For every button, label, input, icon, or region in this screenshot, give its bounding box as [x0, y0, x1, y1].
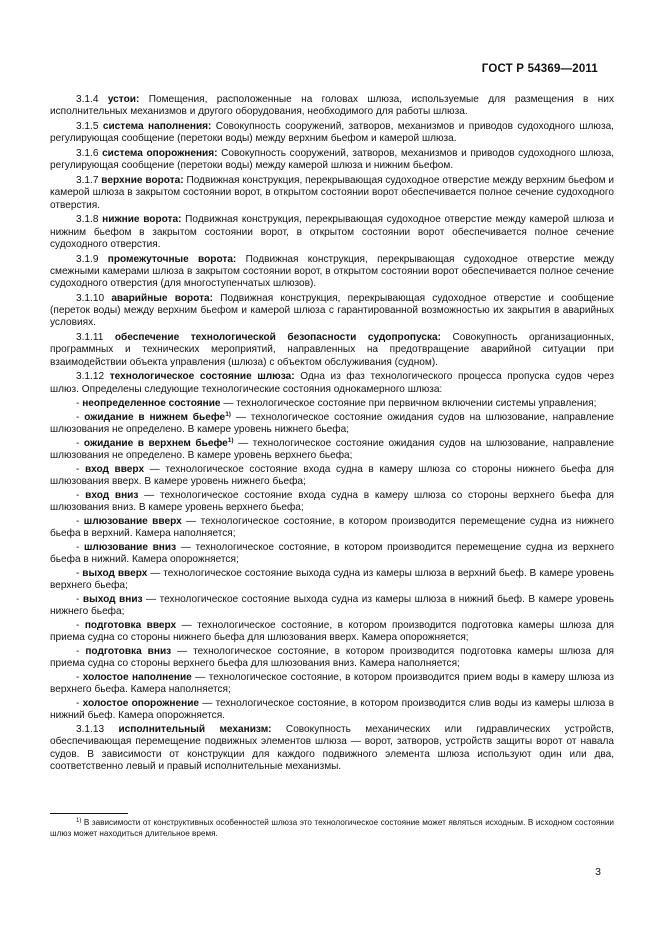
term: нижние ворота:	[102, 214, 182, 226]
paragraph-number: -	[76, 542, 80, 553]
term: исполнительный механизм:	[118, 724, 272, 735]
definition-text: — технологическое состояние выхода судна из камеры шлюза в верхний бьеф. В камере уровень верхнего бьефа;	[50, 568, 614, 592]
paragraph-number: -	[76, 594, 80, 605]
term: ожидание в верхнем бьефе	[83, 438, 228, 449]
term: неопределенное состояние	[82, 398, 221, 410]
paragraph-number: 3.1.10	[76, 292, 105, 304]
term: шлюзование вверх	[83, 516, 182, 527]
list-item	[50, 412, 614, 437]
footnote-ref: 1)	[225, 411, 231, 418]
document-body	[50, 94, 614, 776]
paragraph-number: -	[76, 698, 80, 709]
term: ожидание в нижнем бьефе	[84, 412, 226, 423]
paragraph-number: -	[76, 464, 80, 475]
list-item	[50, 620, 614, 645]
paragraph-number: -	[76, 672, 80, 683]
definition-text: — технологическое состояние выхода судна из камеры шлюза в нижний бьеф. В камере уровень нижнего бьефа;	[50, 594, 614, 618]
paragraph-number: -	[76, 646, 80, 657]
definition-text: Помещения, расположенные на головах шлюза, используемые для размещения в них исполнительных механизмов и другого оборудования, необходимого для работы шлюза.	[50, 94, 614, 118]
list-item	[50, 646, 614, 671]
footnote-ref: 1)	[227, 437, 234, 444]
term: холостое наполнение	[82, 672, 192, 683]
term: устои:	[107, 94, 140, 105]
definition-text: — технологическое состояние ожидания судов на шлюзование, направление шлюзования не определено. В камере уровень нижнего бьефа;	[50, 412, 614, 436]
paragraph-number: -	[76, 438, 80, 449]
term: подготовка вниз	[85, 646, 172, 657]
list-item	[50, 698, 614, 723]
definition-text: — технологическое состояние входа судна в камеру шлюза со стороны нижнего бьефа для шлюзования вверх. В камере уровень нижнего бьефа;	[50, 464, 614, 488]
definition-text: — технологическое состояние, в котором производится перемещение судна из нижнего бьефа в верхний. Камера наполняется;	[50, 516, 615, 540]
term: подготовка вверх	[84, 620, 177, 631]
paragraph-number: -	[76, 568, 80, 579]
list-item	[50, 516, 614, 541]
list-item	[50, 542, 614, 567]
term: шлюзование вниз	[84, 542, 177, 553]
paragraph-number: 3.1.7	[76, 175, 99, 186]
footnote-text: В зависимости от конструктивных особенностей шлюза это технологическое состояние может являться исходным. В исходном состоянии шлюз может находиться длительное время.	[50, 818, 614, 838]
definition-paragraph	[50, 121, 614, 146]
footnote-divider	[50, 813, 128, 814]
definition-paragraph	[50, 254, 614, 291]
list-item	[50, 672, 614, 697]
definition-text: Совокупность организационных, программных и технических мероприятий, направленных на предотвращение аварийной ситуации при взаимодействии объекта управления (шлюза) с объектом обслуживания (судном).	[50, 332, 614, 368]
paragraph-number: -	[76, 516, 80, 527]
definition-text: — технологическое состояние, в котором производится слив воды из камеры шлюза в нижний бьеф. Камера опорожняется.	[50, 698, 614, 722]
definition-text: Совокупность механических или гидравлических устройств, обеспечивающая перемещение подвижных элементов шлюза — ворот, затворов, устройств защиты ворот от навала судов. В зависимости от конструкции для каждого подвижного элемента шлюза используют один или два, соответственно левый и правый исполнительные механизмы.	[50, 724, 614, 772]
definition-paragraph	[50, 724, 614, 773]
paragraph-number: -	[76, 490, 80, 501]
term: технологическое состояние шлюза:	[109, 371, 295, 383]
paragraph-number: 3.1.8	[76, 214, 99, 226]
paragraph-number: 3.1.11	[76, 332, 104, 343]
definition-text: Совокупность сооружений, затворов, механизмов и приводов судоходного шлюза, регулирующая сообщение (перетоки воды) между верхним бьефом и камерой шлюза.	[50, 121, 614, 145]
term: вход вниз	[85, 490, 139, 501]
definition-text: — технологическое состояние, в котором производится прием воды в камеру шлюза из верхнего бьефа. Камера наполняется;	[50, 672, 614, 696]
definition-text: — технологическое состояние ожидания судов на шлюзование, направление шлюзования не определено. В камере уровень верхнего бьефа;	[50, 438, 614, 462]
definition-text: Подвижная конструкция, перекрывающая судоходное отверстие и сообщение (переток воды) между верхним бьефом и камерой шлюза с гарантированной возможностью их закрытия в аварийных условиях.	[50, 292, 614, 329]
term: выход вверх	[82, 568, 148, 579]
footnote	[50, 818, 614, 839]
paragraph-number: -	[76, 412, 80, 423]
term: промежуточные ворота:	[107, 253, 237, 265]
definition-paragraph	[50, 293, 614, 330]
definition-text: Подвижная конструкция, перекрывающая судоходное отверстие между смежными камерами шлюза в закрытом состоянии ворот, в открытом состоянии ворот обеспечивается полное сечение судоходного отверстия (для многоступенчатых шлюзов).	[50, 253, 614, 289]
term: вход вверх	[84, 464, 145, 475]
paragraph-number: 3.1.12	[76, 371, 105, 383]
definition-text: — технологическое состояние, в котором производится подготовка камеры шлюза для приема судна со стороны нижнего бьефа для шлюзования вверх. Камера опорожняется;	[50, 620, 614, 644]
paragraph-number: -	[76, 620, 80, 631]
paragraph-number: 3.1.13	[76, 724, 105, 735]
definition-text: Одна из фаз технологического процесса пропуска судов через шлюз. Определены следующие технологические состояния однокамерного шлюза:	[50, 371, 615, 395]
term: аварийные ворота:	[111, 292, 213, 304]
definition-paragraph	[50, 175, 614, 212]
list-item	[50, 594, 614, 619]
list-item	[50, 398, 614, 410]
paragraph-number: 3.1.9	[76, 253, 99, 265]
list-item	[50, 568, 614, 593]
list-item	[50, 464, 614, 489]
page-number: 3	[595, 866, 601, 878]
definition-text: Совокупность сооружений, затворов, механизмов и приводов судоходного шлюза, регулирующая сообщение (перетоки воды) между камерой шлюза и нижним бьефом.	[50, 148, 614, 172]
term: система опорожнения:	[102, 148, 218, 159]
document-header: ГОСТ Р 54369—2011	[481, 63, 598, 75]
definition-paragraph	[50, 94, 614, 119]
term: система наполнения:	[102, 121, 212, 132]
term: верхние ворота:	[101, 175, 184, 186]
paragraph-number: 3.1.6	[76, 148, 99, 159]
term: обеспечение технологической безопасности судопропуска:	[114, 332, 441, 343]
definition-text: — технологическое состояние при первичном включении системы управления;	[220, 398, 597, 410]
definition-paragraph	[50, 332, 614, 369]
paragraph-number: -	[76, 398, 80, 410]
term: выход вниз	[82, 594, 143, 605]
definition-text: — технологическое состояние, в котором производится подготовка камеры шлюза для приема судна со стороны верхнего бьефа для шлюзования вниз. Камера наполняется;	[50, 646, 615, 670]
definition-paragraph	[50, 214, 614, 251]
footnote-mark: 1)	[76, 818, 82, 824]
definition-text: — технологическое состояние, в котором производится перемещение судна из верхнего бьефа в нижний. Камера опорожняется;	[50, 542, 614, 566]
paragraph-number: 3.1.4	[76, 94, 99, 105]
list-item	[50, 490, 614, 515]
definition-text: — технологическое состояние входа судна в камеру шлюза со стороны верхнего бьефа для шлюзования вниз. В камере уровень верхнего бьефа;	[50, 490, 614, 514]
definition-text: Подвижная конструкция, перекрывающая судоходное отверстие между верхним бьефом и камерой шлюза в закрытом состоянии ворот, в открытом состоянии ворот обеспечивается полное сечение судоходного отверстия.	[50, 175, 614, 211]
definition-paragraph	[50, 148, 614, 173]
definition-text: Подвижная конструкция, перекрывающая судоходное отверстие между камерой шлюза и нижним бьефом в закрытом состоянии ворот, в открытом состоянии ворот обеспечивается полное сечение судоходного отверстия.	[50, 214, 614, 250]
list-item	[50, 438, 614, 463]
term: холостое опорожнение	[82, 698, 200, 709]
definition-paragraph	[50, 371, 614, 396]
paragraph-number: 3.1.5	[76, 121, 99, 132]
